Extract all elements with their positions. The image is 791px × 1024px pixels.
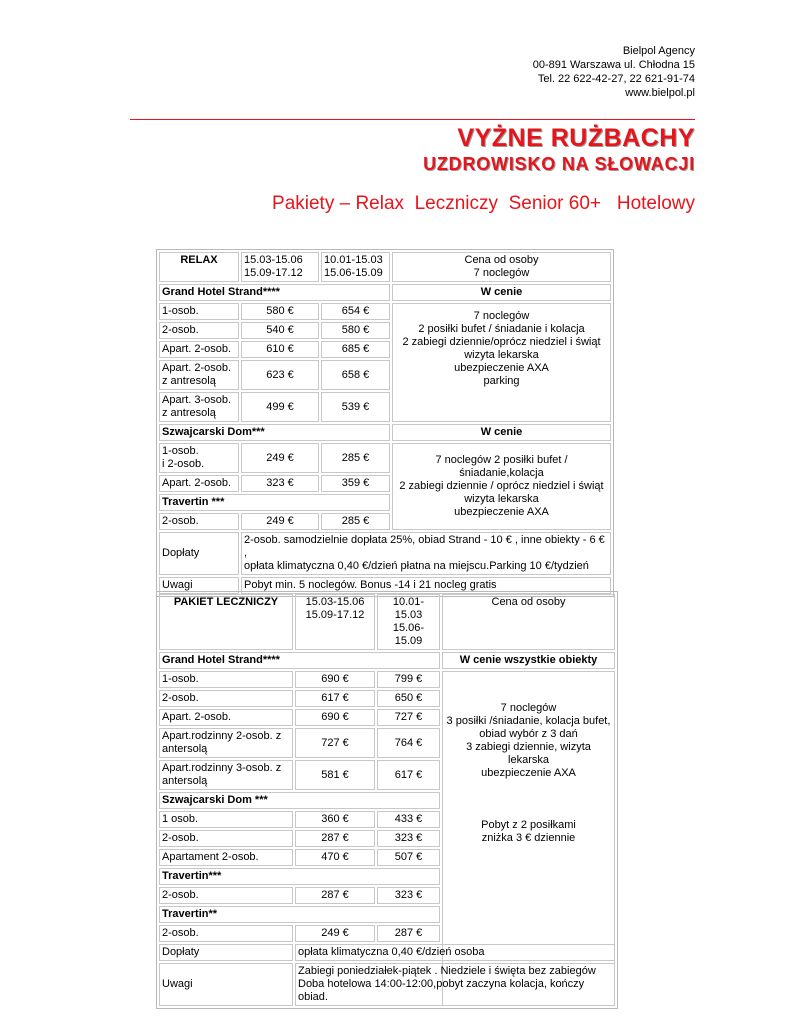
period-1-b: 15.09-17.12 (244, 267, 303, 279)
discount-note: zniżka 3 € dziennie (481, 832, 576, 844)
room-type: Apart. 2-osob. (159, 341, 239, 358)
included-item: ubezpieczenie AXA (454, 362, 549, 374)
included-item: 3 posiłki /śniadanie, kolacja bufet, (446, 715, 611, 727)
period-1-a: 15.03-15.06 (305, 596, 365, 608)
page-title: VYŻNE RUŻBACHY (457, 124, 695, 152)
price-cell: 287 € (377, 925, 440, 942)
agency-address: 00-891 Warszawa ul. Chłodna 15 (532, 59, 695, 71)
included-item: 2 zabiegi dziennie/oprócz niedziel i świąt (402, 336, 601, 348)
room-type: 2-osob. (159, 513, 239, 530)
included-header: W cenie (392, 424, 611, 441)
doplaty-text (241, 532, 611, 575)
table-row (159, 532, 611, 575)
room-type (159, 443, 239, 473)
room-type-b: i 2-osob. (162, 458, 205, 470)
room-type: Apart. 2-osob. (159, 709, 293, 726)
table-row (159, 252, 611, 282)
price-cell: 287 € (295, 830, 375, 847)
table-row (159, 944, 615, 961)
price-cell: 799 € (377, 671, 440, 688)
price-cell: 650 € (377, 690, 440, 707)
price-cell: 617 € (377, 760, 440, 790)
agency-web: www.bielpol.pl (625, 87, 695, 99)
hotel-name: Szwajcarski Dom *** (159, 792, 440, 809)
uwagi-line: Doba hotelowa 14:00-12:00,pobyt zaczyna kolacja, kończy obiad. (298, 978, 585, 1003)
price-cell: 507 € (377, 849, 440, 866)
doplaty-line: 2-osob. samodzielnie dopłata 25%, obiad Strand - 10 € , inne obiekty - 6 € , (244, 534, 605, 559)
doplaty-line: opłata klimatyczna 0,40 €/dzień płatna na miejscu.Parking 10 €/tydzień (244, 560, 589, 572)
hotel-name: Szwajcarski Dom*** (159, 424, 390, 441)
table-row (159, 594, 615, 650)
room-type: 1-osob. (159, 303, 239, 320)
room-type: 2-osob. (159, 887, 293, 904)
price-cell: 623 € (241, 360, 319, 390)
room-type-a: 1-osob. (162, 445, 199, 457)
price-cell: 690 € (295, 671, 375, 688)
packages-line: Pakiety – Relax Leczniczy Senior 60+ Hotelowy (272, 193, 695, 214)
price-cell: 249 € (241, 513, 319, 530)
price-cell: 610 € (241, 341, 319, 358)
uwagi-text: Pobyt min. 5 noclegów. Bonus -14 i 21 nocleg gratis (241, 577, 611, 594)
hotel-name: Grand Hotel Strand**** (159, 284, 390, 301)
price-cell: 580 € (241, 303, 319, 320)
included-item: ubezpieczenie AXA (481, 767, 576, 779)
period-2-b: 15.06-15.09 (324, 267, 383, 279)
price-cell: 540 € (241, 322, 319, 339)
price-cell: 764 € (377, 728, 440, 758)
room-type: 2-osob. (159, 830, 293, 847)
room-type: Apart.rodzinny 3-osob. z antersolą (159, 760, 293, 790)
hotel-name: Travertin *** (159, 494, 390, 511)
price-header-a: Cena od osoby (464, 254, 539, 266)
period-2-b: 15.06-15.09 (392, 622, 425, 647)
room-type: Apart.rodzinny 2-osob. z antersolą (159, 728, 293, 758)
room-type: 2-osob. (159, 322, 239, 339)
price-cell: 285 € (321, 443, 390, 473)
price-cell: 470 € (295, 849, 375, 866)
room-type: Apart. 3-osob. z antresolą (159, 392, 239, 422)
price-cell: 287 € (295, 887, 375, 904)
doplaty-label: Dopłaty (159, 944, 293, 961)
included-header: W cenie wszystkie obiekty (442, 652, 615, 669)
price-cell: 658 € (321, 360, 390, 390)
included-item: wizyta lekarska (464, 349, 539, 361)
table-row (159, 443, 611, 473)
price-cell: 249 € (295, 925, 375, 942)
included-item: 2 posiłki bufet / śniadanie i kolacja (418, 323, 585, 335)
price-cell: 581 € (295, 760, 375, 790)
included-item: 7 noclegów 2 posiłki bufet /śniadanie,kolacja (435, 454, 568, 479)
uwagi-label: Uwagi (159, 963, 293, 1006)
price-cell: 359 € (321, 475, 390, 492)
included-item: wizyta lekarska (464, 493, 539, 505)
doplaty-label: Dopłaty (159, 532, 239, 575)
table-row (159, 284, 611, 301)
included-list (392, 443, 611, 530)
price-cell: 433 € (377, 811, 440, 828)
hotel-name: Travertin** (159, 906, 440, 923)
price-cell: 499 € (241, 392, 319, 422)
package-name: PAKIET LECZNICZY (159, 594, 293, 650)
hotel-name: Grand Hotel Strand**** (159, 652, 440, 669)
period-2 (377, 594, 440, 650)
price-cell: 323 € (241, 475, 319, 492)
included-item: ubezpieczenie AXA (454, 506, 549, 518)
price-header: Cena od osoby (442, 594, 615, 650)
period-1 (241, 252, 319, 282)
uwagi-line: Zabiegi poniedziałek-piątek . Niedziele i święta bez zabiegów (298, 965, 596, 977)
room-type: 1-osob. (159, 671, 293, 688)
price-cell: 690 € (295, 709, 375, 726)
page-subtitle: UZDROWISKO NA SŁOWACJI (423, 154, 695, 174)
lecz-price-table (156, 591, 618, 1009)
room-type: 1 osob. (159, 811, 293, 828)
included-list (392, 303, 611, 422)
period-2 (321, 252, 390, 282)
included-item: parking (483, 375, 520, 387)
price-cell: 323 € (377, 830, 440, 847)
period-1 (295, 594, 375, 650)
included-item: 7 noclegów (500, 702, 557, 714)
room-type: Apartament 2-osob. (159, 849, 293, 866)
price-header (392, 252, 611, 282)
agency-header (533, 44, 695, 100)
included-item: obiad wybór z 3 dań (479, 728, 578, 740)
period-2-a: 10.01-15.03 (392, 596, 425, 621)
hotel-name: Travertin*** (159, 868, 440, 885)
header-divider (130, 119, 695, 120)
included-item: 7 noclegów (473, 310, 530, 322)
table-row (159, 652, 615, 669)
table-row (159, 303, 611, 320)
price-cell: 249 € (241, 443, 319, 473)
table-row (159, 424, 611, 441)
package-name: RELAX (159, 252, 239, 282)
doplaty-text: opłata klimatyczna 0,40 €/dzień osoba (295, 944, 615, 961)
relax-price-table (156, 249, 614, 597)
included-header: W cenie (392, 284, 611, 301)
room-type: Apart. 2-osob. z antresolą (159, 360, 239, 390)
price-cell: 727 € (295, 728, 375, 758)
table-row (159, 963, 615, 1006)
included-item: 3 zabiegi dziennie, wizyta lekarska (466, 741, 591, 766)
agency-phone: Tel. 22 622-42-27, 22 621-91-74 (537, 73, 695, 85)
price-cell: 323 € (377, 887, 440, 904)
room-type: Apart. 2-osob. (159, 475, 239, 492)
period-1-a: 15.03-15.06 (244, 254, 303, 266)
discount-note: Pobyt z 2 posiłkami (481, 819, 576, 831)
price-cell: 360 € (295, 811, 375, 828)
room-type: 2-osob. (159, 925, 293, 942)
price-cell: 727 € (377, 709, 440, 726)
price-header-b: 7 noclegów (473, 267, 530, 279)
period-2-a: 10.01-15.03 (324, 254, 383, 266)
price-cell: 285 € (321, 513, 390, 530)
room-type: 2-osob. (159, 690, 293, 707)
uwagi-text (295, 963, 615, 1006)
table-row (159, 671, 615, 688)
price-cell: 580 € (321, 322, 390, 339)
price-cell: 539 € (321, 392, 390, 422)
uwagi-label: Uwagi (159, 577, 239, 594)
price-cell: 617 € (295, 690, 375, 707)
agency-name: Bielpol Agency (622, 45, 695, 57)
price-cell: 654 € (321, 303, 390, 320)
price-cell: 685 € (321, 341, 390, 358)
included-item: 2 zabiegi dziennie / oprócz niedziel i świąt (399, 480, 604, 492)
period-1-b: 15.09-17.12 (305, 609, 365, 621)
